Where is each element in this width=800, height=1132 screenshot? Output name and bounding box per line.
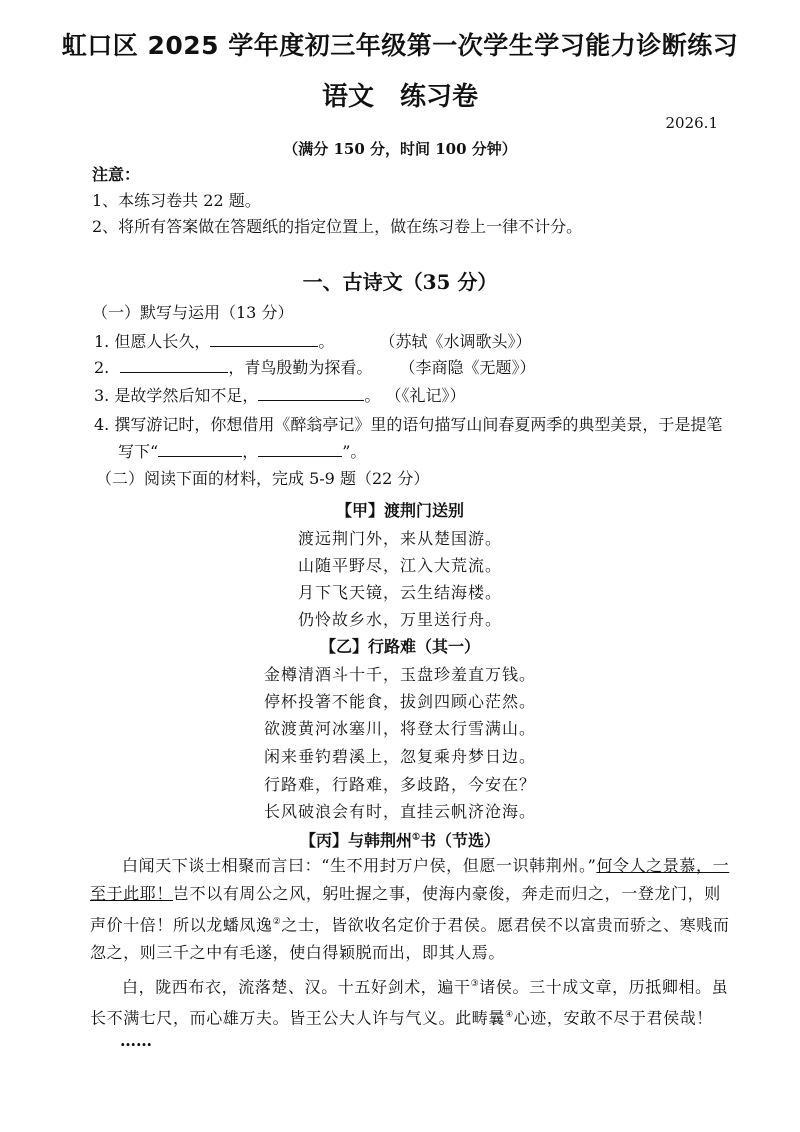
question-1: 1. 但愿人长久， 。 （苏轼《水调歌头》） <box>94 332 532 351</box>
question-4-line-2: 写下“ ， ”。 <box>118 442 367 461</box>
poem-line: 渡远荆门外，来从楚国游。 <box>297 529 502 548</box>
question-number: 2. <box>94 358 110 377</box>
underlined-sentence: 何令人之景慕，一至于此耶！ <box>90 856 730 903</box>
footnote-marker: ④ <box>505 1010 514 1021</box>
notes-heading: 注意： <box>92 165 141 184</box>
prose-c-title: 【丙】与韩荆州①书（节选） <box>299 831 501 850</box>
footnote-marker: ② <box>272 917 282 927</box>
poem-line: 仍怜故乡水，万里送行舟。 <box>297 610 502 629</box>
question-source: （苏轼《水调歌头》） <box>379 332 532 351</box>
poem-a-title: 【甲】渡荆门送别 <box>335 501 464 520</box>
part-2-title: （二）阅读下面的材料，完成 5-9 题（22 分） <box>96 469 430 488</box>
answer-blank[interactable] <box>120 356 228 373</box>
poem-line: 行路难，行路难，多歧路，今安在？ <box>263 775 536 794</box>
exam-subtitle: 语文 练习卷 <box>321 82 478 112</box>
ellipsis: …… <box>120 1031 152 1050</box>
footnote-marker: ① <box>411 832 421 843</box>
question-text: 是故学然后知不足， <box>114 386 259 405</box>
exam-date: 2026.1 <box>665 114 718 132</box>
score-info: （满分 150 分，时间 100 分钟） <box>283 140 517 158</box>
note-item-2: 2、将所有答案做在答题纸的指定位置上，做在练习卷上一律不计分。 <box>92 217 583 236</box>
question-text: ，青鸟殷勤为探看。 <box>228 358 373 377</box>
prose-paragraph-2: 白，陇西布衣，流落楚、汉。十五好剑术，遍干③诸侯。三十成文章，历抵卿相。虽长不满七尺，而心雄万夫。皆王公大人许与气义。此畴曩④心迹，安敢不尽于君侯哉！ <box>90 977 729 1028</box>
answer-blank[interactable] <box>258 384 364 401</box>
answer-blank[interactable] <box>258 440 342 457</box>
poem-line: 欲渡黄河冰塞川，将登太行雪满山。 <box>263 719 536 738</box>
question-text: 但愿人长久， <box>114 332 211 351</box>
question-source: （李商隐《无题》） <box>399 358 536 377</box>
footnote-marker: ③ <box>470 979 480 989</box>
question-2 <box>94 356 535 379</box>
poem-line: 金樽清酒斗十千，玉盘珍羞直万钱。 <box>263 665 536 684</box>
exam-title: 虹口区 2025 学年度初三年级第一次学生学习能力诊断练习 <box>61 31 739 60</box>
question-3: 3. 是故学然后知不足， 。 （《礼记》） <box>94 386 466 405</box>
question-source: （《礼记》） <box>385 386 466 405</box>
question-number: 3. <box>94 386 110 405</box>
question-number: 4. <box>94 415 110 434</box>
poem-line: 长风破浪会有时，直挂云帆济沧海。 <box>263 802 536 821</box>
answer-blank[interactable] <box>158 440 242 457</box>
poem-b-title: 【乙】行路难（其一） <box>319 637 480 656</box>
question-text: 撰写游记时，你想借用《醉翁亭记》里的语句描写山间春夏两季的典型美景，于是提笔 <box>114 415 723 434</box>
part-1-title: （一）默写与运用（13 分） <box>92 303 294 322</box>
question-4 <box>94 414 722 436</box>
poem-line: 月下飞天镜，云生结海楼。 <box>297 583 502 602</box>
question-number: 1. <box>94 332 110 351</box>
note-item-1: 1、本练习卷共 22 题。 <box>92 191 261 210</box>
section-1-title: 一、古诗文（35 分） <box>302 270 498 294</box>
poem-line: 停杯投箸不能食，拔剑四顾心茫然。 <box>263 692 536 711</box>
poem-line: 山随平野尽，江入大荒流。 <box>297 556 502 575</box>
prose-paragraph-1: 白闻天下谈士相聚而言曰：“生不用封万户侯，但愿一识韩荆州。”何令人之景慕，一至于此耶！岂不以有周公之风，躬吐握之事，使海内豪俊，奔走而归之，一登龙门，则声价十倍！所以龙蟠凤逸②之士，皆欲收名定价于君侯。愿君侯不以富贵而骄之、寒贱而忽之，则三千之中有毛遂，使白得颖脱而出，即其人焉。 <box>90 856 730 963</box>
answer-blank[interactable] <box>210 330 318 347</box>
poem-line: 闲来垂钓碧溪上，忽复乘舟梦日边。 <box>263 747 536 766</box>
